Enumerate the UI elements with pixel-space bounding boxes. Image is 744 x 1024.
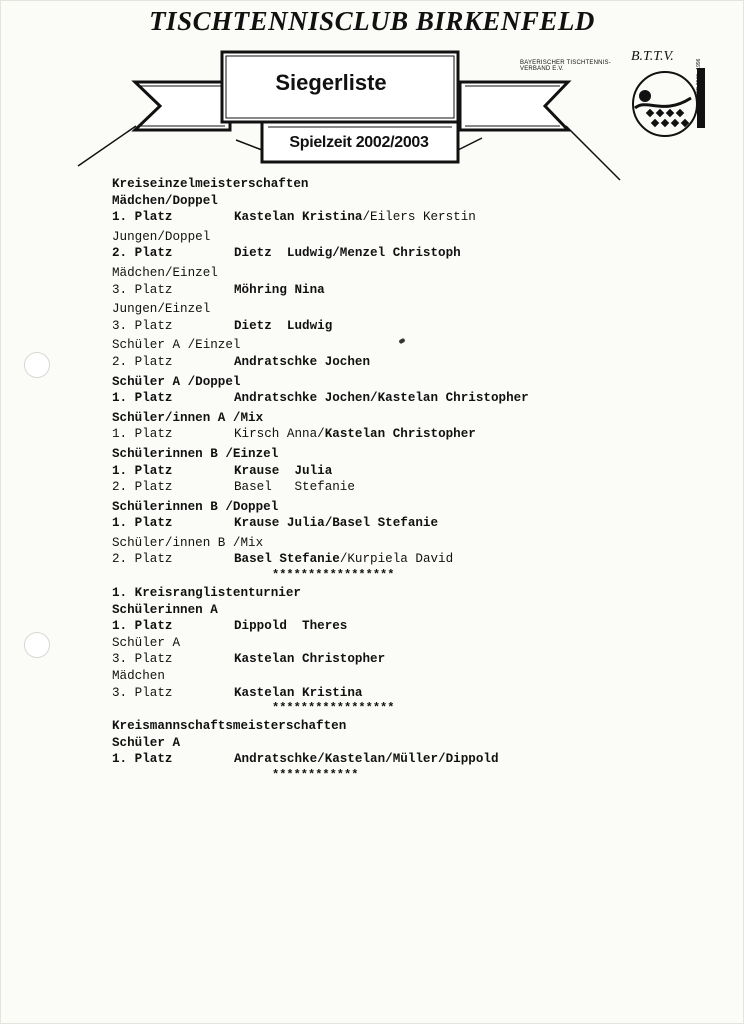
winner-name: Möhring Nina — [234, 282, 325, 297]
category-label: Schüler A — [112, 735, 181, 750]
category-label: Schüler A /Einzel — [112, 338, 241, 353]
category-label: Schüler/innen B /Mix — [112, 535, 264, 550]
placement: 1. Platz — [112, 752, 173, 767]
category-label: Mädchen — [112, 669, 165, 684]
result-row — [112, 651, 672, 668]
placement: 1. Platz — [112, 619, 173, 634]
event-category — [112, 193, 672, 210]
winner-name: Kastelan Christopher — [234, 652, 386, 667]
section-heading-text: 1. Kreisranglistenturnier — [112, 586, 301, 601]
placement: 3. Platz — [112, 652, 173, 667]
event-category — [112, 229, 672, 246]
winner-name: Andratschke Jochen — [234, 354, 371, 369]
event-category — [112, 265, 672, 282]
category-label: Schülerinnen A — [112, 602, 218, 617]
placement: 3. Platz — [112, 318, 173, 333]
result-row — [112, 282, 672, 299]
section-heading — [112, 718, 672, 735]
result-row — [112, 426, 672, 443]
placement: 3. Platz — [112, 282, 173, 297]
result-row — [112, 354, 672, 371]
winner-name: Kastelan Kristina — [234, 210, 363, 225]
section-separator: ***************** — [272, 701, 395, 716]
document-title: Siegerliste — [275, 70, 387, 95]
punch-hole — [24, 352, 50, 378]
logo-org-name: BAYERISCHER TISCHTENNIS-VERBAND E.V. — [520, 60, 611, 72]
category-label: Schüler/innen A /Mix — [112, 410, 264, 425]
category-label: Jungen/Doppel — [112, 229, 211, 244]
category-label: Schüler A /Doppel — [112, 374, 241, 389]
section-separator: ***************** — [272, 568, 395, 583]
event-category — [112, 301, 672, 318]
logo-letters: B.T.T.V. — [631, 49, 674, 64]
result-row — [112, 390, 672, 407]
bttv-logo-icon — [515, 38, 715, 138]
winner-name: Kirsch Anna/ — [234, 427, 325, 442]
placement: 1. Platz — [112, 210, 173, 225]
event-category — [112, 337, 672, 354]
winner-name: Andratschke/Kastelan/Müller/Dippold — [234, 752, 499, 767]
placement: 2. Platz — [112, 480, 173, 495]
placement: 1. Platz — [112, 516, 173, 531]
section-heading-text: Kreiseinzelmeisterschaften — [112, 177, 309, 191]
winner-name: Dippold Theres — [234, 619, 348, 634]
punch-hole — [24, 632, 50, 658]
placement: 2. Platz — [112, 246, 173, 261]
event-category — [112, 410, 672, 427]
results-list — [112, 176, 672, 782]
category-label: Jungen/Einzel — [112, 302, 211, 317]
result-row — [112, 551, 672, 568]
section-heading — [112, 585, 672, 602]
event-category — [112, 602, 672, 619]
placement: 2. Platz — [112, 354, 173, 369]
category-label: Mädchen/Einzel — [112, 265, 218, 280]
winner-name: Krause Julia/Basel Stefanie — [234, 516, 439, 531]
event-category — [112, 446, 672, 463]
section-separator: ************ — [272, 768, 359, 782]
placement: 1. Platz — [112, 391, 173, 406]
winner-name: Andratschke Jochen/Kastelan Christopher — [234, 391, 529, 406]
partner-name: /Eilers Kerstin — [362, 210, 476, 225]
winner-name: Basel Stefanie — [234, 552, 340, 567]
winner-name: Kastelan Kristina — [234, 685, 363, 700]
winner-name: Basel Stefanie — [234, 480, 355, 495]
result-row — [112, 618, 672, 635]
result-row — [112, 479, 672, 496]
placement: 2. Platz — [112, 552, 173, 567]
event-category — [112, 374, 672, 391]
event-category — [112, 535, 672, 552]
category-label: Schülerinnen B /Einzel — [112, 446, 279, 461]
winner-name: Dietz Ludwig — [234, 318, 333, 333]
result-row — [112, 751, 672, 768]
placement: 1. Platz — [112, 463, 173, 478]
category-label: Mädchen/Doppel — [112, 193, 218, 208]
season-label: Spielzeit 2002/2003 — [289, 134, 429, 151]
partner-name: Kastelan Christopher — [324, 427, 476, 442]
club-title: TISCHTENNISCLUB BIRKENFELD — [149, 6, 595, 36]
result-row — [112, 463, 672, 480]
event-category — [112, 499, 672, 516]
result-row — [112, 318, 672, 335]
winner-name: Krause Julia — [234, 463, 333, 478]
event-category — [112, 668, 672, 685]
section-heading — [112, 176, 672, 193]
result-row — [112, 515, 672, 532]
placement: 3. Platz — [112, 685, 173, 700]
event-category — [112, 735, 672, 752]
result-row — [112, 245, 672, 262]
winner-name: Dietz Ludwig/Menzel Christoph — [234, 246, 461, 261]
category-label: Schüler A — [112, 635, 181, 650]
category-label: Schülerinnen B /Doppel — [112, 499, 279, 514]
logo-anniversary: 50 JAHRE 1946 - 1996 — [696, 58, 702, 110]
event-category — [112, 635, 672, 652]
section-heading-text: Kreismannschaftsmeisterschaften — [112, 719, 347, 734]
placement: 1. Platz — [112, 427, 173, 442]
result-row — [112, 209, 672, 226]
result-row — [112, 685, 672, 702]
partner-name: /Kurpiela David — [339, 552, 454, 567]
